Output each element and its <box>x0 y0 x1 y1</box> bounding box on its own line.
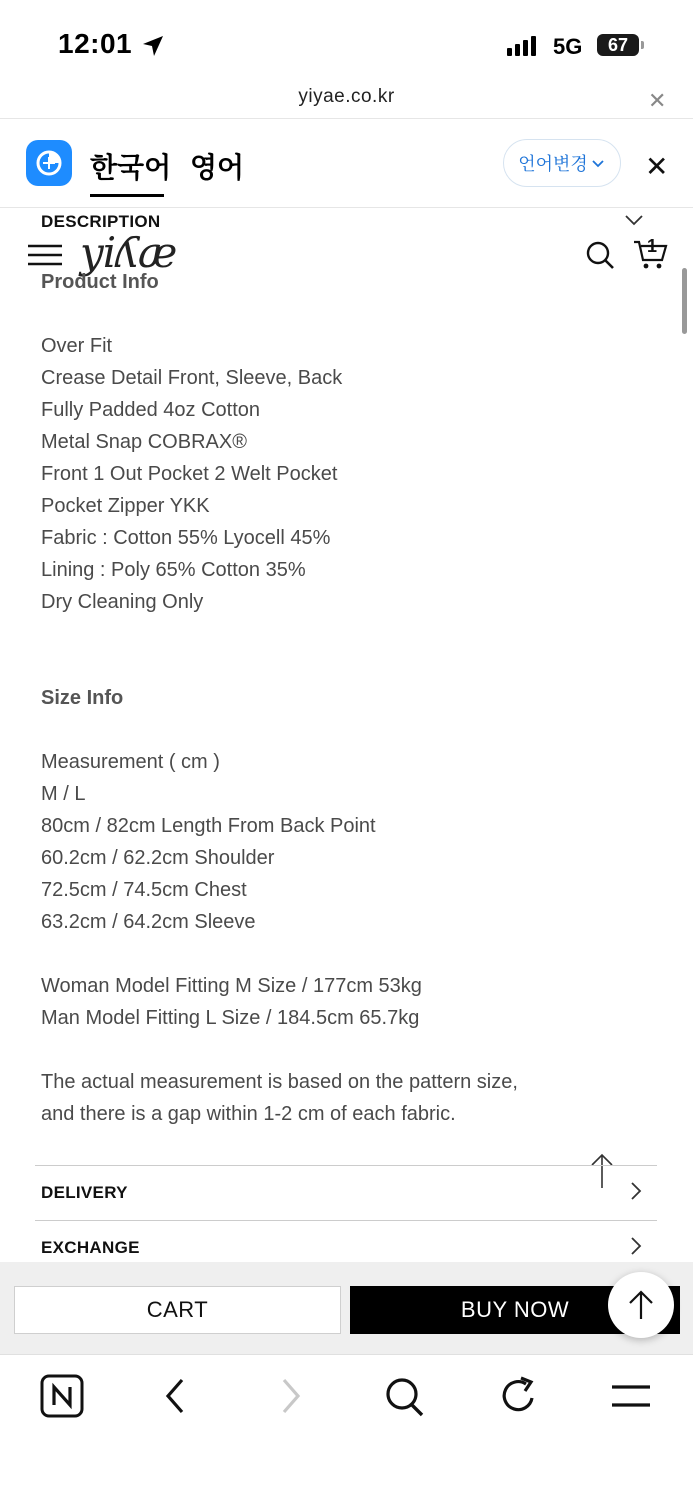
info-line: Pocket Zipper YKK <box>41 495 210 517</box>
buy-now-button[interactable]: BUY NOW <box>350 1286 680 1334</box>
cart-count-badge: 1 <box>647 236 658 256</box>
active-tab-indicator <box>90 194 164 197</box>
url-bar[interactable]: yiyae.co.kr <box>298 86 395 107</box>
forward-icon[interactable] <box>276 1374 306 1418</box>
info-line: Front 1 Out Pocket 2 Welt Pocket <box>41 463 338 485</box>
info-line: Over Fit <box>41 335 113 357</box>
model-line: Man Model Fitting L Size / 184.5cm 65.7kg <box>41 1007 420 1029</box>
size-info-heading: Size Info <box>41 687 124 709</box>
location-arrow-icon <box>141 34 165 58</box>
size-line: 80cm / 82cm Length From Back Point <box>41 815 376 837</box>
signal-icon <box>507 36 536 56</box>
tab-korean[interactable]: 한국어 <box>90 152 172 183</box>
scroll-top-button[interactable] <box>608 1272 674 1338</box>
description-heading: DESCRIPTION <box>41 212 161 231</box>
browser-toolbar <box>0 1354 693 1501</box>
tab-english[interactable]: 영어 <box>190 152 245 183</box>
search-icon[interactable] <box>383 1374 427 1418</box>
back-icon[interactable] <box>160 1374 190 1418</box>
translate-logo-icon <box>26 140 72 186</box>
divider <box>0 118 693 119</box>
cart-icon[interactable] <box>633 236 669 272</box>
hamburger-icon[interactable] <box>610 1374 652 1418</box>
arrow-up-icon[interactable] <box>590 1152 614 1190</box>
menu-icon[interactable] <box>27 243 63 267</box>
size-line: M / L <box>41 783 86 805</box>
info-line: Fabric : Cotton 55% Lyocell 45% <box>41 527 331 549</box>
delivery-accordion[interactable]: DELIVERY <box>41 1183 128 1202</box>
divider <box>0 207 693 208</box>
chevron-down-icon[interactable] <box>623 212 645 228</box>
info-line: Crease Detail Front, Sleeve, Back <box>41 367 343 389</box>
refresh-icon[interactable] <box>497 1374 541 1418</box>
info-line: Metal Snap COBRAX® <box>41 431 247 453</box>
battery-tip <box>641 41 644 49</box>
info-line: Fully Padded 4oz Cotton <box>41 399 261 421</box>
chevron-right-icon[interactable] <box>626 1180 646 1202</box>
info-line: Lining : Poly 65% Cotton 35% <box>41 559 306 581</box>
divider <box>35 1220 657 1221</box>
size-line: 63.2cm / 64.2cm Sleeve <box>41 911 256 933</box>
scrollbar[interactable] <box>682 268 687 334</box>
cart-button[interactable]: CART <box>14 1286 341 1334</box>
chevron-right-icon[interactable] <box>626 1235 646 1257</box>
size-line: 60.2cm / 62.2cm Shoulder <box>41 847 275 869</box>
size-line: Measurement ( cm ) <box>41 751 220 773</box>
note-line: and there is a gap within 1-2 cm of each fabric. <box>41 1103 456 1125</box>
search-icon[interactable] <box>585 240 615 270</box>
close-translate-button[interactable]: ✕ <box>645 151 669 182</box>
status-time: 12:01 <box>58 28 133 59</box>
info-line: Dry Cleaning Only <box>41 591 204 613</box>
divider <box>35 1165 657 1166</box>
battery-icon: 67 <box>597 34 639 56</box>
close-icon[interactable]: ✕ <box>648 88 667 113</box>
change-language-button[interactable] <box>503 139 621 187</box>
naver-home-icon[interactable] <box>40 1374 84 1418</box>
size-line: 72.5cm / 74.5cm Chest <box>41 879 247 901</box>
note-line: The actual measurement is based on the pattern size, <box>41 1071 518 1093</box>
product-info-heading: Product Info <box>41 271 159 293</box>
network-label: 5G <box>553 34 583 59</box>
exchange-accordion[interactable]: EXCHANGE <box>41 1238 140 1257</box>
model-line: Woman Model Fitting M Size / 177cm 53kg <box>41 975 422 997</box>
chevron-down-icon <box>590 155 606 171</box>
site-logo[interactable]: yiʎæ <box>80 228 177 277</box>
arrow-up-icon <box>627 1289 655 1321</box>
change-language-label: 언어변경 <box>518 154 588 174</box>
